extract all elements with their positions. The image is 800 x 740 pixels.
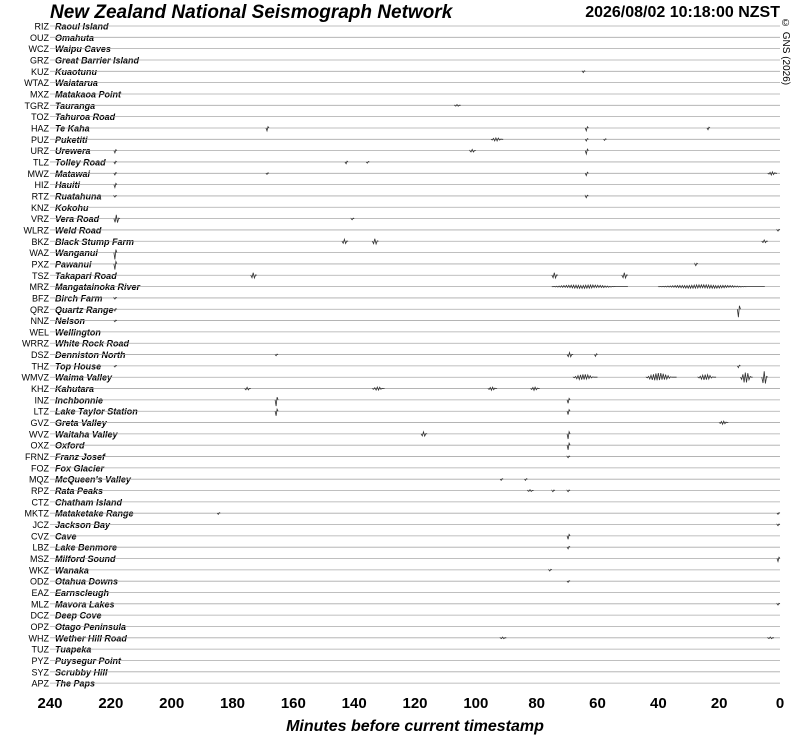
station-code: WMVZ	[21, 372, 49, 383]
station-name: White Rock Road	[55, 338, 130, 349]
station-code: WEL	[29, 327, 49, 338]
seismic-event	[698, 375, 716, 380]
station-name: Tahuroa Road	[55, 112, 116, 123]
station-code: TOZ	[31, 112, 49, 123]
station-name: Otahua Downs	[55, 576, 119, 587]
station-name: Lake Benmore	[55, 542, 118, 553]
station-name: Te Kaha	[55, 123, 90, 134]
station-name: Black Stump Farm	[55, 236, 135, 247]
seismic-event	[567, 398, 570, 403]
station-name: The Paps	[55, 678, 96, 689]
station-code: FOZ	[31, 463, 49, 474]
station-code: WKZ	[29, 565, 49, 576]
station-code: RPZ	[31, 486, 49, 497]
station-name: Lake Taylor Station	[55, 406, 138, 417]
seismic-event	[114, 183, 117, 187]
seismic-event	[567, 410, 570, 415]
chart-title: New Zealand National Seismograph Network	[50, 2, 453, 23]
station-code: WTAZ	[24, 78, 49, 89]
station-code: QRZ	[30, 304, 49, 315]
station-name: Mangatainoka River	[55, 282, 141, 293]
station-code: APZ	[31, 678, 49, 689]
station-code: LBZ	[32, 542, 49, 553]
x-tick-label: 60	[589, 695, 606, 712]
seismic-event	[585, 127, 588, 131]
seismic-event	[585, 172, 588, 175]
station-name: Franz Josef	[55, 452, 106, 463]
station-code: WRRZ	[22, 338, 49, 349]
station-name: McQueen's Valley	[55, 474, 131, 485]
seismic-event	[658, 285, 765, 288]
x-tick-label: 20	[710, 695, 728, 712]
station-code: WAZ	[29, 248, 49, 259]
station-name: Ruatahuna	[55, 191, 102, 202]
station-code: LTZ	[33, 406, 49, 417]
station-code: PUZ	[31, 134, 49, 145]
station-name: Wanganui	[55, 248, 98, 259]
seismic-event	[585, 149, 588, 154]
station-code: GRZ	[30, 55, 49, 66]
station-code: KUZ	[31, 66, 49, 77]
station-name: Birch Farm	[55, 293, 103, 304]
station-code: DCZ	[30, 610, 49, 621]
station-name: Tuapeka	[55, 644, 92, 655]
station-name: Waiatarua	[55, 78, 98, 89]
station-name: Great Barrier Island	[55, 55, 140, 66]
station-name: Matawai	[55, 168, 91, 179]
station-code: ODZ	[30, 576, 49, 587]
station-code: CTZ	[31, 497, 49, 508]
x-tick-label: 80	[528, 695, 546, 712]
station-code: OPZ	[30, 621, 49, 632]
station-name: Waima Valley	[55, 372, 113, 383]
station-name: Nelson	[55, 316, 86, 327]
seismic-event	[114, 173, 117, 176]
station-name: Chatham Island	[55, 497, 123, 508]
station-code: JCZ	[32, 520, 49, 531]
station-name: Oxford	[55, 440, 85, 451]
station-name: Rata Peaks	[55, 486, 104, 497]
seismic-event	[737, 306, 740, 317]
station-code: HAZ	[31, 123, 49, 134]
station-name: Tolley Road	[55, 157, 106, 168]
station-name: Wellington	[55, 327, 101, 338]
x-tick-label: 200	[159, 695, 185, 712]
station-code: MWZ	[27, 168, 49, 179]
station-name: Milford Sound	[55, 554, 116, 565]
seismic-event	[646, 373, 676, 380]
station-name: Wanaka	[55, 565, 89, 576]
station-name: Earnscleugh	[55, 588, 110, 598]
seismic-event	[777, 557, 780, 561]
station-code: TGRZ	[24, 100, 49, 111]
station-name: Puketiti	[55, 134, 88, 145]
station-name: Urewera	[55, 146, 91, 157]
seismic-event	[275, 409, 278, 416]
x-tick-label: 160	[280, 695, 306, 712]
station-code: BKZ	[31, 236, 49, 247]
station-code: MSZ	[30, 554, 49, 565]
station-code: INZ	[34, 395, 49, 406]
station-code: OXZ	[30, 440, 49, 451]
seismic-event	[567, 432, 570, 439]
station-code: MXZ	[30, 89, 49, 100]
station-code: NNZ	[30, 316, 49, 327]
station-code: DSZ	[31, 350, 49, 361]
station-name: Wether Hill Road	[55, 633, 127, 644]
station-name: Pawanui	[55, 259, 92, 270]
x-tick-label: 220	[98, 695, 124, 712]
station-name: Hauiti	[55, 180, 81, 191]
station-code: KHZ	[31, 384, 49, 395]
seismic-event	[266, 127, 269, 131]
station-code: MQZ	[29, 474, 49, 485]
station-code: OUZ	[30, 32, 49, 43]
station-code: MKTZ	[24, 508, 49, 519]
station-code: THZ	[31, 361, 49, 372]
station-code: WCZ	[28, 44, 49, 55]
station-name: Jackson Bay	[55, 520, 111, 531]
station-code: PYZ	[31, 655, 49, 666]
station-code: URZ	[30, 146, 49, 157]
station-code: EAZ	[31, 588, 49, 598]
seismic-event	[552, 285, 628, 288]
station-code: TSZ	[32, 270, 49, 281]
station-code: HIZ	[34, 180, 49, 191]
station-code: VRZ	[31, 214, 49, 225]
station-code: MRZ	[29, 282, 49, 293]
station-name: Kahutara	[55, 384, 95, 395]
station-name: Omahuta	[55, 32, 95, 43]
seismic-event	[114, 150, 117, 153]
station-name: Tauranga	[55, 100, 96, 111]
x-tick-label: 180	[219, 695, 246, 712]
station-code: WHZ	[28, 633, 49, 644]
station-code: MLZ	[31, 599, 49, 610]
station-name: Kuaotunu	[55, 66, 97, 77]
station-code: PXZ	[31, 259, 49, 270]
x-axis-label: Minutes before current timestamp	[286, 718, 544, 735]
x-tick-label: 120	[402, 695, 428, 712]
station-code: RIZ	[34, 21, 49, 32]
station-name: Waitaha Valley	[55, 429, 118, 440]
station-name: Takapari Road	[55, 270, 117, 281]
station-name: Fox Glacier	[55, 463, 105, 474]
station-code: GVZ	[30, 418, 49, 429]
station-name: Cave	[55, 531, 77, 542]
timestamp: 2026/08/02 10:18:00 NZST	[585, 4, 780, 21]
seismic-event	[275, 397, 278, 406]
station-code: FRNZ	[25, 452, 49, 463]
seismic-event	[567, 443, 570, 450]
station-code: CVZ	[31, 531, 49, 542]
station-name: Quartz Range	[55, 304, 114, 315]
station-code: WLRZ	[23, 225, 49, 236]
station-name: Puysegur Point	[55, 655, 122, 666]
station-name: Deep Cove	[55, 610, 102, 621]
station-name: Mavora Lakes	[55, 599, 115, 610]
station-name: Denniston North	[55, 350, 126, 361]
station-code: KNZ	[31, 202, 49, 213]
station-name: Scrubby Hill	[55, 667, 108, 678]
station-name: Matakaoa Point	[55, 89, 122, 100]
x-tick-label: 40	[649, 695, 667, 712]
station-code: TLZ	[32, 157, 49, 168]
seismic-event	[114, 250, 117, 260]
station-code: BFZ	[32, 293, 49, 304]
x-tick-label: 100	[463, 695, 489, 712]
station-name: Otago Peninsula	[55, 621, 127, 632]
station-name: Kokohu	[55, 202, 89, 213]
station-code: TUZ	[31, 644, 49, 655]
copyright-label: © GNS (2026)	[780, 18, 791, 86]
station-code: RTZ	[31, 191, 49, 202]
x-tick-label: 140	[341, 695, 367, 712]
station-name: Vera Road	[55, 214, 100, 225]
seismic-event	[567, 534, 570, 539]
station-code: SYZ	[31, 667, 49, 678]
seismic-event	[567, 546, 570, 549]
x-tick-label: 0	[775, 695, 785, 712]
station-name: Weld Road	[55, 225, 102, 236]
station-name: Mataketake Range	[55, 508, 134, 519]
station-name: Greta Valley	[55, 418, 107, 429]
seismic-event	[114, 262, 117, 270]
station-code: WVZ	[29, 429, 49, 440]
station-name: Top House	[55, 361, 102, 372]
x-tick-label: 240	[37, 695, 63, 712]
station-name: Raoul Island	[55, 21, 109, 32]
station-name: Waipu Caves	[55, 44, 111, 55]
station-name: Inchbonnie	[55, 395, 103, 406]
